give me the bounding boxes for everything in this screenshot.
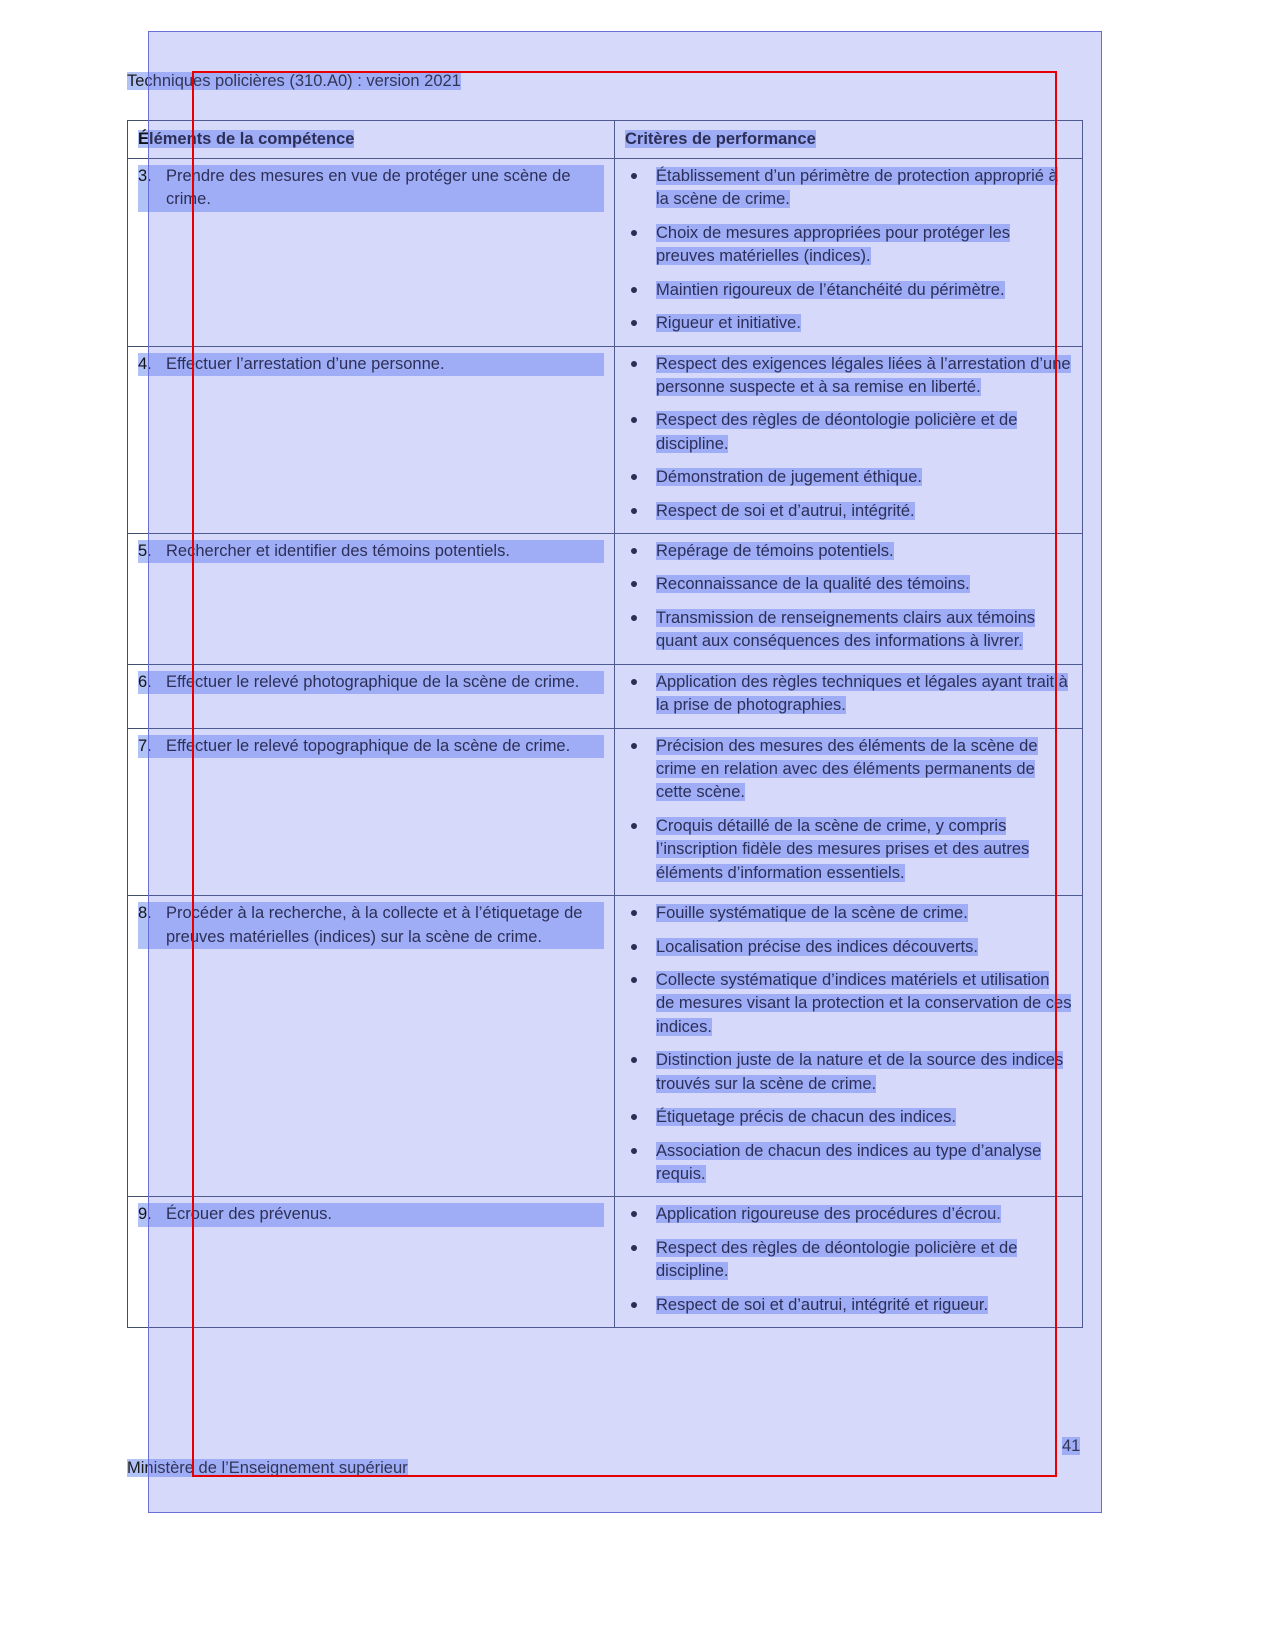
- criterion-text: Précision des mesures des éléments de la scène de crime en relation avec des éléments permanents de cette scène.: [656, 736, 1038, 802]
- element-cell: [128, 534, 615, 665]
- criterion-text: Rigueur et initiative.: [656, 314, 801, 333]
- competency-table: [127, 120, 1083, 1328]
- element-entry: [138, 1203, 604, 1226]
- criteria-cell: [615, 664, 1083, 728]
- criteria-list: [625, 540, 1072, 654]
- list-item: [625, 1294, 1072, 1317]
- element-number: 5.: [138, 540, 166, 563]
- list-item: [625, 1049, 1072, 1096]
- list-item: [625, 279, 1072, 302]
- page-number-text: 41: [1062, 1437, 1081, 1455]
- criterion-text: Transmission de renseignements clairs aux témoins quant aux conséquences des informations à livrer.: [656, 608, 1036, 651]
- criteria-list: [625, 1203, 1072, 1317]
- table-row: [128, 896, 1083, 1197]
- list-item: [625, 1203, 1072, 1226]
- page-number: [1062, 1437, 1080, 1456]
- element-number: 3.: [138, 165, 166, 212]
- list-item: [625, 466, 1072, 489]
- element-cell: [128, 664, 615, 728]
- column-header-elements: [128, 121, 615, 159]
- element-text: Rechercher et identifier des témoins potentiels.: [166, 540, 604, 563]
- list-item: [625, 1106, 1072, 1129]
- element-text: Effectuer le relevé photographique de la scène de crime.: [166, 671, 604, 694]
- element-entry: [138, 735, 604, 758]
- list-item: [625, 936, 1072, 959]
- element-entry: [138, 902, 604, 949]
- document-header: [127, 72, 461, 91]
- element-cell: [128, 896, 615, 1197]
- table-row: [128, 728, 1083, 896]
- element-cell: [128, 728, 615, 896]
- element-text: Prendre des mesures en vue de protéger une scène de crime.: [166, 165, 604, 212]
- element-text: Effectuer l’arrestation d’une personne.: [166, 353, 604, 376]
- criteria-list: [625, 671, 1072, 718]
- element-number: 9.: [138, 1203, 166, 1226]
- criterion-text: Distinction juste de la nature et de la source des indices trouvés sur la scène de crime.: [656, 1051, 1064, 1093]
- column-header-elements-label: Éléments de la compétence: [138, 130, 355, 148]
- element-text: Écrouer des prévenus.: [166, 1203, 604, 1226]
- table-header-row: [128, 121, 1083, 159]
- table-row: [128, 1197, 1083, 1328]
- criterion-text: Fouille systématique de la scène de crime.: [656, 904, 968, 923]
- element-entry: [138, 671, 604, 694]
- list-item: [625, 671, 1072, 718]
- criteria-list: [625, 735, 1072, 886]
- element-text: Procéder à la recherche, à la collecte et à l’étiquetage de preuves matérielles (indices) sur la scène de crime.: [166, 902, 604, 949]
- document-header-text: Techniques policières (310.A0) : version 2021: [127, 72, 461, 90]
- element-text: Effectuer le relevé topographique de la scène de crime.: [166, 735, 604, 758]
- list-item: [625, 165, 1072, 212]
- criteria-cell: [615, 346, 1083, 534]
- criteria-cell: [615, 728, 1083, 896]
- list-item: [625, 1140, 1072, 1187]
- criterion-text: Application rigoureuse des procédures d’écrou.: [656, 1205, 1001, 1224]
- list-item: [625, 735, 1072, 805]
- list-item: [625, 902, 1072, 925]
- list-item: [625, 1237, 1072, 1284]
- criteria-cell: [615, 896, 1083, 1197]
- list-item: [625, 607, 1072, 654]
- column-header-criteria-label: Critères de performance: [625, 130, 816, 148]
- criteria-list: [625, 902, 1072, 1186]
- list-item: [625, 222, 1072, 269]
- element-number: 4.: [138, 353, 166, 376]
- list-item: [625, 969, 1072, 1039]
- criterion-text: Collecte systématique d’indices matériels et utilisation de mesures visant la protection et la conservation de ces indices.: [656, 970, 1072, 1036]
- criterion-text: Maintien rigoureux de l’étanchéité du périmètre.: [656, 280, 1005, 299]
- element-cell: [128, 1197, 615, 1328]
- criterion-text: Établissement d’un périmètre de protection approprié à la scène de crime.: [656, 167, 1058, 209]
- table-row: [128, 346, 1083, 534]
- element-number: 7.: [138, 735, 166, 758]
- element-cell: [128, 159, 615, 347]
- criterion-text: Démonstration de jugement éthique.: [656, 468, 922, 487]
- element-number: 6.: [138, 671, 166, 694]
- column-header-criteria: [615, 121, 1083, 159]
- element-number: 8.: [138, 902, 166, 949]
- list-item: [625, 540, 1072, 563]
- criteria-cell: [615, 1197, 1083, 1328]
- criteria-list: [625, 165, 1072, 336]
- element-entry: [138, 540, 604, 563]
- document-footer-text: Ministère de l’Enseignement supérieur: [127, 1459, 408, 1477]
- criterion-text: Respect des règles de déontologie policière et de discipline.: [656, 1238, 1018, 1281]
- list-item: [625, 500, 1072, 523]
- table-row: [128, 159, 1083, 347]
- criterion-text: Choix de mesures appropriées pour protéger les preuves matérielles (indices).: [656, 223, 1011, 266]
- criterion-text: Respect de soi et d’autrui, intégrité et rigueur.: [656, 1295, 989, 1314]
- criteria-cell: [615, 534, 1083, 665]
- criterion-text: Reconnaissance de la qualité des témoins.: [656, 575, 970, 594]
- element-entry: [138, 165, 604, 212]
- criteria-cell: [615, 159, 1083, 347]
- criterion-text: Étiquetage précis de chacun des indices.: [656, 1108, 956, 1127]
- document-footer: [127, 1459, 408, 1478]
- list-item: [625, 409, 1072, 456]
- list-item: [625, 815, 1072, 885]
- criterion-text: Croquis détaillé de la scène de crime, y compris l’inscription fidèle des mesures prises et des autres éléments d’information essentiels.: [656, 816, 1030, 882]
- list-item: [625, 573, 1072, 596]
- criterion-text: Application des règles techniques et légales ayant trait à la prise de photographies.: [656, 672, 1068, 715]
- criterion-text: Respect de soi et d’autrui, intégrité.: [656, 501, 915, 520]
- list-item: [625, 312, 1072, 335]
- element-cell: [128, 346, 615, 534]
- criterion-text: Localisation précise des indices découverts.: [656, 937, 978, 956]
- criterion-text: Respect des exigences légales liées à l’arrestation d’une personne suspecte et à sa remise en liberté.: [656, 354, 1071, 396]
- criterion-text: Respect des règles de déontologie policière et de discipline.: [656, 411, 1018, 453]
- list-item: [625, 353, 1072, 400]
- table-row: [128, 664, 1083, 728]
- table-row: [128, 534, 1083, 665]
- element-entry: [138, 353, 604, 376]
- criteria-list: [625, 353, 1072, 524]
- criterion-text: Repérage de témoins potentiels.: [656, 542, 894, 561]
- criterion-text: Association de chacun des indices au type d’analyse requis.: [656, 1141, 1042, 1183]
